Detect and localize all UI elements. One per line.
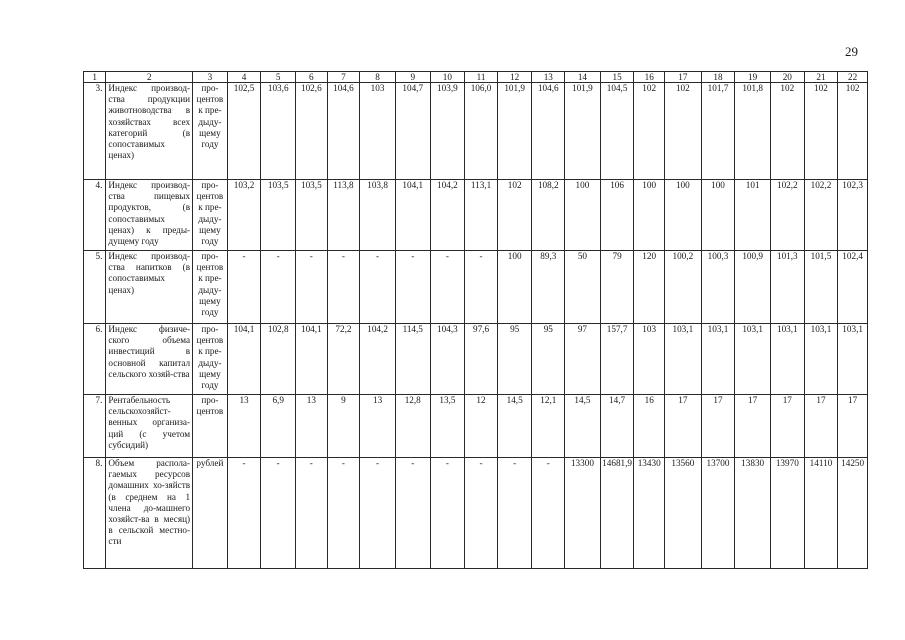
value-cell: 14,5: [497, 395, 532, 458]
value-cell: 13430: [634, 458, 665, 569]
unit-cell: про-центов: [193, 395, 228, 458]
indicator-name: Индекс производ-ства пищевых продуктов, (в сопоставимых ценах) к преды-дущему году: [106, 180, 193, 251]
value-cell: 103,1: [664, 324, 701, 395]
value-cell: 14681,9: [600, 458, 634, 569]
header-cell: 22: [838, 72, 868, 83]
value-cell: 12,1: [532, 395, 565, 458]
value-cell: -: [465, 458, 498, 569]
indicator-name: Индекс производ-ства продукции животноводства в хозяйствах всех категорий (в сопоставимых ценах): [106, 83, 193, 180]
header-cell: 15: [600, 72, 634, 83]
page-number: 29: [845, 44, 858, 59]
value-cell: 103,1: [770, 324, 804, 395]
value-cell: 13830: [735, 458, 771, 569]
value-cell: 101,3: [770, 251, 804, 324]
value-cell: 17: [664, 395, 701, 458]
header-cell: 3: [193, 72, 228, 83]
value-cell: 114,5: [395, 324, 430, 395]
value-cell: -: [360, 251, 396, 324]
value-cell: 13: [227, 395, 261, 458]
row-number: 5.: [84, 251, 106, 324]
table-row: [84, 395, 868, 458]
value-cell: 102: [497, 180, 532, 251]
table-row: [84, 180, 868, 251]
value-cell: 95: [497, 324, 532, 395]
value-cell: 106: [600, 180, 634, 251]
value-cell: 12,8: [395, 395, 430, 458]
header-cell: 17: [664, 72, 701, 83]
value-cell: 13,5: [430, 395, 465, 458]
value-cell: 113,8: [327, 180, 360, 251]
unit-cell: рублей: [193, 458, 228, 569]
value-cell: 104,2: [360, 324, 396, 395]
value-cell: 104,1: [296, 324, 328, 395]
value-cell: -: [360, 458, 396, 569]
header-cell: 11: [465, 72, 498, 83]
header-cell: 19: [735, 72, 771, 83]
value-cell: 101,8: [735, 83, 771, 180]
value-cell: 104,6: [327, 83, 360, 180]
header-cell: 14: [565, 72, 601, 83]
value-cell: 101,9: [565, 83, 601, 180]
value-cell: 103,1: [838, 324, 868, 395]
value-cell: 102: [770, 83, 804, 180]
value-cell: 14,7: [600, 395, 634, 458]
value-cell: 79: [600, 251, 634, 324]
indicator-name: Рентабельность сельскохозяйст-венных организа-ций (с учетом субсидий): [106, 395, 193, 458]
value-cell: 103,2: [227, 180, 261, 251]
value-cell: 101,5: [804, 251, 838, 324]
value-cell: 104,6: [532, 83, 565, 180]
value-cell: 101,7: [701, 83, 735, 180]
value-cell: 106,0: [465, 83, 498, 180]
value-cell: -: [327, 458, 360, 569]
value-cell: 17: [838, 395, 868, 458]
indicator-name: Индекс производ-ства напитков (в сопоставимых ценах): [106, 251, 193, 324]
value-cell: 100: [497, 251, 532, 324]
value-cell: 104,5: [600, 83, 634, 180]
value-cell: 100,2: [664, 251, 701, 324]
row-number: 8.: [84, 458, 106, 569]
header-cell: 1: [84, 72, 106, 83]
value-cell: 102,4: [838, 251, 868, 324]
unit-cell: про-центов к пре-дыду-щему году: [193, 83, 228, 180]
value-cell: 104,2: [430, 180, 465, 251]
header-cell: 8: [360, 72, 396, 83]
value-cell: 89,3: [532, 251, 565, 324]
header-cell: 21: [804, 72, 838, 83]
header-cell: 4: [227, 72, 261, 83]
value-cell: -: [497, 458, 532, 569]
value-cell: 103,5: [296, 180, 328, 251]
value-cell: 102: [838, 83, 868, 180]
value-cell: 102,3: [838, 180, 868, 251]
value-cell: 104,1: [227, 324, 261, 395]
header-cell: 5: [261, 72, 296, 83]
value-cell: -: [395, 458, 430, 569]
value-cell: 101: [735, 180, 771, 251]
indicator-name: Индекс физиче-ского объема инвестиций в основной капитал сельского хозяй-ства: [106, 324, 193, 395]
value-cell: 100,9: [735, 251, 771, 324]
value-cell: -: [296, 251, 328, 324]
value-cell: 13300: [565, 458, 601, 569]
value-cell: 100,3: [701, 251, 735, 324]
value-cell: 100: [565, 180, 601, 251]
header-cell: 20: [770, 72, 804, 83]
header-cell: 6: [296, 72, 328, 83]
value-cell: 13: [296, 395, 328, 458]
value-cell: 104,7: [395, 83, 430, 180]
value-cell: 100: [701, 180, 735, 251]
value-cell: 72,2: [327, 324, 360, 395]
value-cell: 108,2: [532, 180, 565, 251]
value-cell: 103,8: [360, 180, 396, 251]
row-number: 7.: [84, 395, 106, 458]
table-row: [84, 251, 868, 324]
header-row: [84, 72, 868, 83]
table-row: [84, 458, 868, 569]
value-cell: 102,8: [261, 324, 296, 395]
value-cell: 103,9: [430, 83, 465, 180]
value-cell: -: [227, 251, 261, 324]
value-cell: 13560: [664, 458, 701, 569]
row-number: 3.: [84, 83, 106, 180]
header-cell: 7: [327, 72, 360, 83]
value-cell: -: [261, 251, 296, 324]
value-cell: 97: [565, 324, 601, 395]
value-cell: 103,6: [261, 83, 296, 180]
value-cell: -: [430, 458, 465, 569]
value-cell: 100: [664, 180, 701, 251]
value-cell: 104,3: [430, 324, 465, 395]
value-cell: 102,2: [770, 180, 804, 251]
value-cell: -: [327, 251, 360, 324]
value-cell: 100: [634, 180, 665, 251]
header-cell: 13: [532, 72, 565, 83]
value-cell: -: [261, 458, 296, 569]
indicator-name: Объем распола-гаемых ресурсов домашних хо-зяйств (в среднем на 1 члена до-машнего хозяйст-ва в месяц) в сельской местно-сти: [106, 458, 193, 569]
value-cell: 102: [664, 83, 701, 180]
value-cell: 102: [634, 83, 665, 180]
table-row: [84, 83, 868, 180]
value-cell: 17: [735, 395, 771, 458]
header-cell: 12: [497, 72, 532, 83]
value-cell: 95: [532, 324, 565, 395]
value-cell: -: [465, 251, 498, 324]
value-cell: 102,5: [227, 83, 261, 180]
value-cell: 17: [701, 395, 735, 458]
value-cell: 104,1: [395, 180, 430, 251]
header-cell: 9: [395, 72, 430, 83]
row-number: 4.: [84, 180, 106, 251]
value-cell: 14110: [804, 458, 838, 569]
unit-cell: про-центов к пре-дыду-щему году: [193, 251, 228, 324]
value-cell: -: [227, 458, 261, 569]
value-cell: 17: [770, 395, 804, 458]
value-cell: 103,5: [261, 180, 296, 251]
table-row: [84, 324, 868, 395]
header-cell: 18: [701, 72, 735, 83]
value-cell: 13970: [770, 458, 804, 569]
value-cell: 12: [465, 395, 498, 458]
value-cell: 103: [360, 83, 396, 180]
value-cell: 157,7: [600, 324, 634, 395]
value-cell: 101,9: [497, 83, 532, 180]
unit-cell: про-центов к пре-дыду-щему году: [193, 180, 228, 251]
value-cell: 14,5: [565, 395, 601, 458]
value-cell: 9: [327, 395, 360, 458]
value-cell: 113,1: [465, 180, 498, 251]
header-cell: 2: [106, 72, 193, 83]
value-cell: -: [532, 458, 565, 569]
value-cell: 103,1: [701, 324, 735, 395]
indicators-table: [83, 71, 868, 569]
value-cell: -: [430, 251, 465, 324]
value-cell: -: [395, 251, 430, 324]
value-cell: 102: [804, 83, 838, 180]
value-cell: -: [296, 458, 328, 569]
value-cell: 97,6: [465, 324, 498, 395]
row-number: 6.: [84, 324, 106, 395]
value-cell: 102,6: [296, 83, 328, 180]
value-cell: 6,9: [261, 395, 296, 458]
value-cell: 16: [634, 395, 665, 458]
unit-cell: про-центов к пре-дыду-щему году: [193, 324, 228, 395]
value-cell: 50: [565, 251, 601, 324]
value-cell: 103,1: [804, 324, 838, 395]
value-cell: 103: [634, 324, 665, 395]
header-cell: 10: [430, 72, 465, 83]
value-cell: 13700: [701, 458, 735, 569]
value-cell: 13: [360, 395, 396, 458]
value-cell: 102,2: [804, 180, 838, 251]
value-cell: 14250: [838, 458, 868, 569]
value-cell: 120: [634, 251, 665, 324]
header-cell: 16: [634, 72, 665, 83]
value-cell: 103,1: [735, 324, 771, 395]
value-cell: 17: [804, 395, 838, 458]
